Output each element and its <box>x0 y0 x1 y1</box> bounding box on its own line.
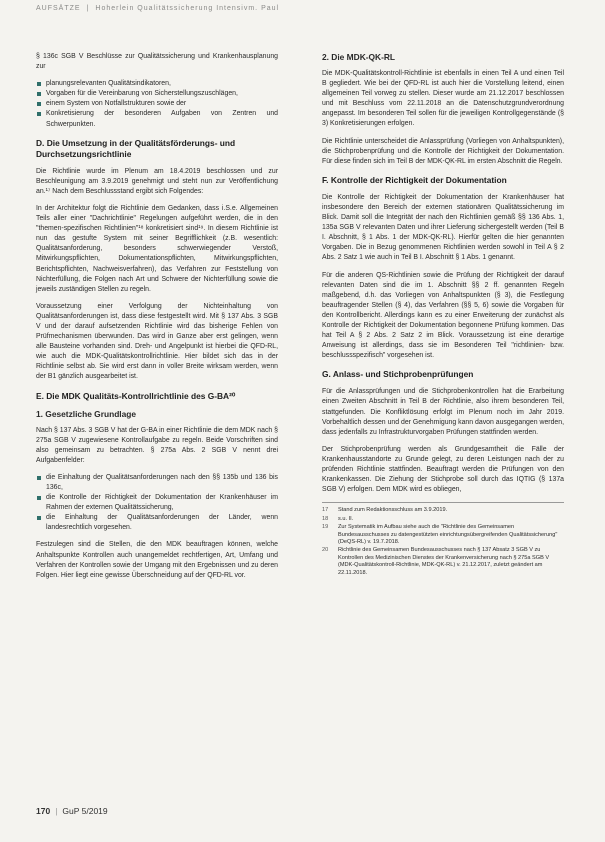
body-paragraph: Nach § 137 Abs. 3 SGB V hat der G-BA in einer Richtlinie die dem MDK nach § 275a SGB V zugewiesene Kontrollaufgabe zu regeln. Beide Vorschriften sind also gemeinsam zu betrachten. § 275a Abs. 2 SGB V nennt drei Aufgabenfelder: <box>36 426 278 464</box>
body-paragraph: Die Richtlinie unterscheidet die Anlassprüfung (Vorliegen von Anhaltspunkten), die Stichprobenprüfung und die Kontrolle der Richtigkeit der Dokumentation. Für diese finden sich im Teil B der MDK-QK-RL im ersten Abschnitt die Regeln. <box>322 137 564 165</box>
footnote <box>322 516 564 523</box>
footnote-text: s.u. II. <box>338 515 354 522</box>
running-header: AUFSÄTZE | Hoherlein Qualitätssicherung Intensivm. Paul <box>36 5 280 12</box>
right-column <box>322 52 564 578</box>
section-e1-heading: 1. Gesetzliche Grundlage <box>36 408 137 419</box>
footnote-number: 19 <box>322 524 329 531</box>
section-f-heading: F. Kontrolle der Richtigkeit der Dokumentation <box>322 174 507 185</box>
section-d-heading: D. Die Umsetzung in der Qualitätsförderungs- und Durchsetzungsrichtlinie <box>36 137 236 159</box>
footnote-text: Stand zum Redaktionsschluss am 3.9.2019. <box>338 507 448 514</box>
section-2-heading: 2. Die MDK-QK-RL <box>322 52 396 62</box>
footnote-text: Zur Systematik im Aufbau siehe auch die "Richtlinie des Gemeinsamen Bundesausschusses zu datengestützten einrichtungsübergreifenden Qualitätssicherung" (DeQS-RL) v. 19.7.2018. <box>338 524 558 545</box>
footnote-number: 20 <box>322 547 329 554</box>
e1-bullet-list <box>36 473 278 534</box>
body-paragraph: Die MDK-Qualitätskontroll-Richtlinie ist ebenfalls in einen Teil A und einen Teil B gegliedert. Wie bei der QFD-RL ist auch hier die Vorstellung leitend, einen allgemeinen Teil vorweg zu stellen. Dieser wurde am 21.12.2017 beschlossen und mit Beschluss vom 22.11.2018 an die Datenschutzgrundverordnung angepasst. Im besonderen Teil sollen für die jeweiligen Kontrollgegenstände (§ 3) Konkretisierungen erfolgen. <box>322 70 564 128</box>
body-paragraph: Festzulegen sind die Stellen, die den MDK beauftragen können, welche Anhaltspunkte Kontrollen auch unangemeldet rechtfertigen, Art, Umfang und Verfahren der Kontrollen sowie der Umgang mit den Ergebnissen und zu deren Folgen. Hier liegt eine gewisse Überschneidung auf der QFD-RL vor. <box>36 541 278 579</box>
intro-paragraph: § 136c SGB V Beschlüsse zur Qualitätssicherung und Krankenhausplanung zur <box>36 53 278 71</box>
list-item: die Einhaltung der Qualitätsanforderungen der Länder, wenn landesrechtlich vorgesehen. <box>36 513 278 533</box>
body-paragraph: Die Kontrolle der Richtigkeit der Dokumentation der Krankenhäuser hat insbesondere den Bereich der externen stationären Qualitätssicherung im Blick. Damit soll die Integrität der nach den Richtlinien gemäß §§ 136 Abs. 1, 135a SGB V relevanten Daten und ihrer Lieferung sichergestellt werden (Teil B I. Abschnitt, § 1 Abs. 1 der MDK-QK-RL). Hierfür gelten die hier genannten Vorgaben. Die in Bezug genommenen Richtlinien werden sowohl in Teil A § 2 Abs. 2 Satz 1 wie auch in Teil B I. Abschnitt § 1 Abs. 1 genannt. <box>322 193 564 262</box>
body-paragraph: Voraussetzung einer Verfolgung der Nichteinhaltung von Qualitätsanforderungen ist, dass diese festgestellt wird. Mit § 137 Abs. 3 SGB V und der darauf aufsetzenden Richtlinie wird das bisherige Fehlen von Prüfmechanismen überwunden. Das wird in Ganze aber erst gelingen, wenn alle Bausteine vorhanden sind. Dreh- und Angelpunkt ist hierbei die QFD-RL, wie auch die MDK-Qualitätskontrollrichtlinie. Hier bildet sich das in der Richtlinie selbst ab. Sie wird erst dann in voller Breite wirksam werden, wenn der B1 gänzlich ausgearbeitet ist. <box>36 302 278 381</box>
footnotes <box>322 507 564 577</box>
page-footer: 170 | GuP 5/2019 <box>36 806 108 816</box>
body-paragraph: Der Stichprobenprüfung werden als Grundgesamtheit die Fälle der Krankenhausstandorte zu Grunde gelegt, zu deren Leistungen nach der zu prüfenden Richtlinie stattfinden. Beauftragt werden die Prüfungen von den Krankenkassen. Die Ziehung der Stichprobe soll durch das IQTIG (§ 137a SGB V) erfolgen. Dem MDK wird es obliegen, <box>322 445 564 494</box>
body-paragraph: Für die Anlassprüfungen und die Stichprobenkontrollen hat die Erarbeitung einen Zweiten Abschnitt in Teil B der Richtlinie, also ihrem besonderen Teil, stattgefunden. Die Konfliktlösung erfolgt im Plenum noch im Jahr 2019. Vorbehaltlich dessen und der Genehmigung kann davon ausgegangen werden, dass jedenfalls zu Infrastrukturvorgaben Prüfungen stattfinden werden. <box>322 388 564 436</box>
list-item: die Kontrolle der Richtigkeit der Dokumentation der Krankenhäuser im Rahmen der externen Qualitätssicherung, <box>36 493 278 513</box>
body-paragraph: In der Architektur folgt die Richtlinie dem Gedanken, dass i.S.e. Allgemeinen Teils aller einer "Dachrichtlinie" Regelungen aufgeführt werden, die in den "themen-spezifischen Richtlinien"¹⁸ konkretisiert sind¹⁹. In diesem Richtlinie ist nun das gestufte System mit seiner Begrifflichkeit (z.B. wesentlich: Qualitätsanforderung, besonders schwerwiegender Verstoß, Mitwirkungspflichten, Dokumentationspflichten, Mitwirkungspflichten, Berichtspflichten, Nachweisverfahren), das Verfahren zur Feststellung von Nichterfüllung, die Folgen nach Art und Schwere der Nichterfüllung sowie die jeweils zuständigen Stellen zu regeln. <box>36 204 278 293</box>
footnote-number: 17 <box>322 507 329 514</box>
running-header-label: AUFSÄTZE <box>36 5 81 12</box>
page-number: 170 <box>36 806 51 816</box>
footnote-text: Richtlinie des Gemeinsamen Bundesausschusses nach § 137 Absatz 3 SGB V zu Kontrollen des Medizinischen Dienstes der Krankenversicherung nach § 275a SGB V (MDK-Qualitätskontroll-Richtlinie, MDK-QK-RL) v. 21.12.2017, zuletzt geändert am 22.11.2018. <box>338 547 550 576</box>
body-paragraph: Für die anderen QS-Richtlinien sowie die Prüfung der Richtigkeit der darauf relevanten Daten sind die im 1. Abschnitt §§ 2 ff. genannten Regeln maßgebend, d.h. das Vorliegen von Anhaltspunkten (§ 3), die Festlegung beauftragender Stellen (§ 4), das Verfahren (§§ 5, 6) sowie die Vorgaben für den Kontrollbericht. Allerdings kann es zu einer Erweiterung der zunächst als Kontrolle der Richtigkeit der Dokumentation begonnene Prüfung kommen. Das hat Teil A § 2 Abs. 2 Satz 2 im Blick. Voraussetzung ist eine derartige Anweisung ist allerdings, dass sie im Besonderen Teil "richtlinien- bzw. beschlussspezifisch" vorgesehen ist. <box>322 271 564 360</box>
section-g-heading: G. Anlass- und Stichprobenprüfungen <box>322 369 474 380</box>
intro-bullet-list <box>36 79 278 129</box>
journal-issue: GuP 5/2019 <box>62 806 108 816</box>
running-header-title: Hoherlein Qualitätssicherung Intensivm. Paul <box>95 5 280 12</box>
footnote <box>322 547 564 577</box>
list-item: die Einhaltung der Qualitätsanforderungen nach den §§ 135b und 136 bis 136c, <box>36 473 278 493</box>
list-item: Vorgaben für die Vereinbarung von Sicherstellungszuschlägen, <box>36 89 278 99</box>
footnote <box>322 507 564 514</box>
footnote <box>322 524 564 546</box>
list-item: einem System von Notfallstrukturen sowie der <box>36 99 278 109</box>
body-paragraph: Die Richtlinie wurde im Plenum am 18.4.2019 beschlossen und zur Beschleunigung am 3.9.2019 genehmigt und steht nun zur Veröffentlichung an.¹⁷ Nach dem Beschlussstand ergibt sich Folgendes: <box>36 167 278 195</box>
list-item: Konkretisierung der besonderen Aufgaben von Zentren und Schwerpunkten. <box>36 109 278 129</box>
section-e-heading: E. Die MDK Qualitäts-Kontrollrichtlinie des G-BA²⁰ <box>36 390 236 401</box>
footnote-rule <box>322 502 564 503</box>
footnote-number: 18 <box>322 515 329 522</box>
list-item: planungsrelevanten Qualitätsindikatoren, <box>36 79 278 89</box>
left-column <box>36 52 278 588</box>
